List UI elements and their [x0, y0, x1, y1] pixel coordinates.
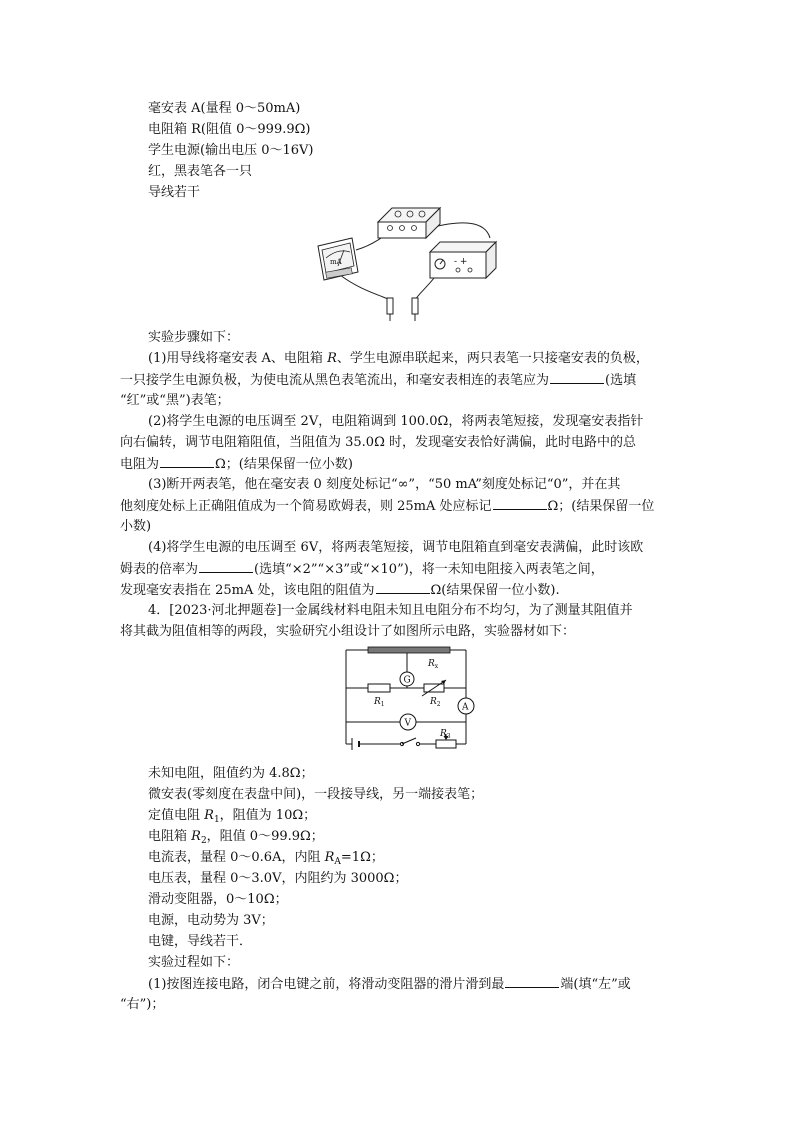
rx-label: $R_x$	[428, 659, 439, 670]
step-3-line: 小数)	[120, 519, 152, 534]
q4-item: 微安表(零刻度在表盘中间)，一段接导线，另一端接表笔；	[148, 787, 484, 802]
milliammeter	[318, 238, 358, 280]
equipment-item: 毫安表 A(量程 0～50mA)	[148, 101, 301, 116]
q4-item: 电流表，量程 0～0.6A，内阻 $R_A=1\Omega$；	[148, 850, 384, 867]
q4-item: 电键，导线若干．	[148, 934, 253, 949]
equipment-item: 电阻箱 R(阻值 0～999.9Ω)	[148, 122, 311, 137]
question-4-intro: 将其截为阻值相等的两段，实验研究小组设计了如图所示电路，实验器材如下：	[120, 624, 576, 639]
r3-label: $R_3$	[440, 729, 451, 740]
answer-blank	[493, 497, 547, 510]
equipment-item: 学生电源(输出电压 0～16V)	[148, 143, 314, 158]
meter-label: mA	[330, 258, 342, 266]
step-1-line: “红”或“黑”)表笔；	[120, 393, 230, 408]
ammeter-label: A	[462, 702, 469, 713]
switch-symbol	[400, 738, 419, 746]
answer-blank	[199, 560, 253, 573]
step-1-line: 一只接学生电源负极，为使电流从黑色表笔流出，和毫安表相连的表笔应为 (选填	[120, 373, 637, 388]
q4-step-1-line: (1)按图连接电路，闭合电键之前，将滑动变阻器的滑片滑到最 端(填“左”或	[148, 977, 631, 992]
answer-blank	[376, 581, 430, 594]
question-4-intro: 4．[2023·河北押题卷]一金属线材料电阻未知且电阻分布不均匀，为了测量其阻值并	[148, 603, 633, 618]
q4-item: 电压表，量程 0～3.0V，内阻约为 3000Ω；	[148, 871, 408, 886]
power-supply	[430, 242, 496, 278]
step-1-line: (1)用导线将毫安表 A、电阻箱 R、学生电源串联起来，两只表笔一只接毫安表的负极，	[148, 351, 649, 366]
voltmeter-label: V	[404, 718, 411, 729]
q4-item: 电阻箱 $R_2$，阻值 0～99.9Ω；	[148, 829, 324, 846]
step-3-line: (3)断开两表笔，他在毫安表 0 刻度处标记“∞”，“50 mA”刻度处标记“0”，并在其	[148, 477, 621, 492]
step-2-line: 电阻为 Ω；(结果保留一位小数)	[120, 457, 353, 472]
r1-resistor	[368, 684, 390, 692]
answer-blank	[550, 371, 604, 384]
resistance-box	[378, 208, 440, 238]
equipment-item: 导线若干	[148, 185, 201, 200]
answer-blank	[160, 455, 214, 468]
step-4-line: 发现毫安表指在 25mA 处，该电阻的阻值为 Ω(结果保留一位小数).	[120, 583, 560, 598]
circuit-diagram	[338, 642, 484, 750]
q4-step-1-line: “右”)；	[120, 997, 165, 1012]
q4-item: 未知电阻，阻值约为 4.8Ω；	[148, 766, 314, 781]
step-3-line: 他刻度处标上正确阻值成为一个简易欧姆表，则 25mA 处应标记 Ω；(结果保留一位	[120, 499, 655, 514]
q4-item: 电源，电动势为 3V；	[148, 913, 274, 928]
galvanometer-label: G	[403, 675, 411, 686]
step-2-line: 向右偏转，调节电阻箱阻值，当阻值为 35.0Ω 时，发现毫安表恰好满偏，此时电路中的总	[120, 435, 636, 450]
q4-item: 定值电阻 $R_1$，阻值为 10Ω；	[148, 808, 317, 825]
step-4-line: (4)将学生电源的电压调至 6V，将两表笔短接，调节电阻箱直到毫安表满偏，此时该欧	[148, 540, 644, 555]
answer-blank	[505, 975, 559, 988]
test-leads	[387, 298, 418, 321]
source-symbols: - +	[454, 257, 468, 267]
q4-item: 滑动变阻器，0～10Ω；	[148, 892, 288, 907]
step-2-line: (2)将学生电源的电压调至 2V，电阻箱调到 100.0Ω，将两表笔短接，发现毫安表指针	[148, 414, 644, 429]
equipment-item: 红，黑表笔各一只	[148, 164, 253, 179]
rx-resistor-wire	[368, 647, 450, 653]
q4-item: 实验过程如下：	[148, 955, 240, 970]
apparatus-figure	[300, 200, 500, 322]
battery-symbol	[352, 738, 359, 750]
r2-label: $R_2$	[430, 697, 441, 708]
steps-intro: 实验步骤如下：	[148, 330, 240, 345]
r1-label: $R_1$	[374, 697, 385, 708]
rheostat	[436, 740, 456, 748]
step-4-line: 姆表的倍率为 (选填“×2”“×3”或“×10”)，将一未知电阻接入两表笔之间，	[120, 562, 604, 577]
